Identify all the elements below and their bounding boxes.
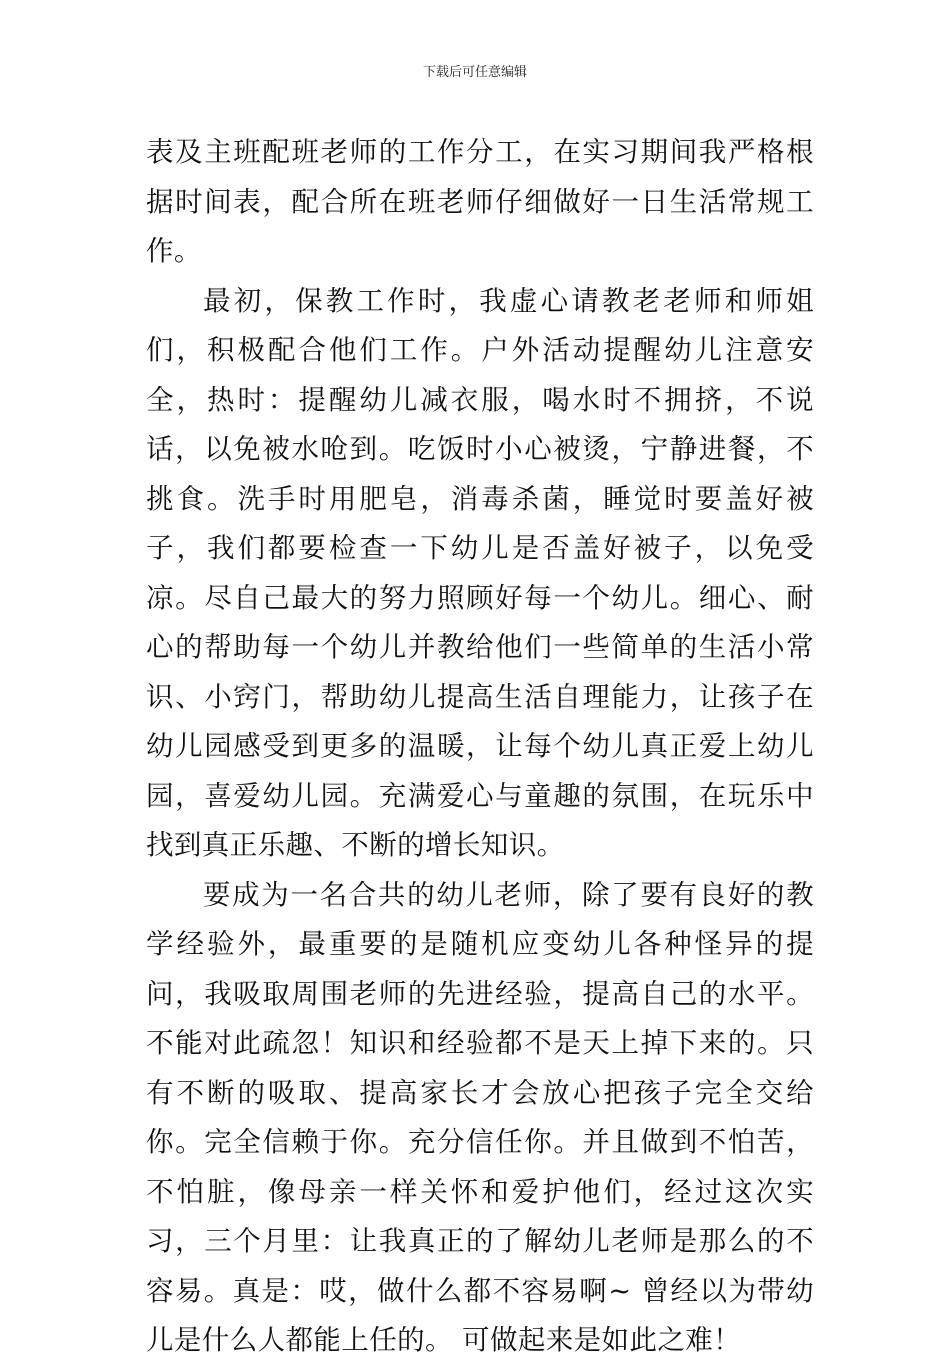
paragraph-1: 表及主班配班老师的工作分工，在实习期间我严格根据时间表，配合所在班老师仔细做好一日生活常规工作。: [146, 136, 814, 267]
page-header-note: 下载后可任意编辑: [422, 65, 527, 80]
paragraph-2: 最初，保教工作时，我虚心请教老老师和师姐们，积极配合他们工作。户外活动提醒幼儿注意安全，热时：提醒幼儿减衣服，喝水时不拥挤，不说话，以免被水呛到。吃饭时小心被烫，宁静进餐，不挑食。洗手时用肥皂，消毒杀菌，睡觉时要盖好被子，我们都要检查一下幼儿是否盖好被子，以免受凉。尽自己最大的努力照顾好每一个幼儿。细心、耐心的帮助每一个幼儿并教给他们一些简单的生活小常识、小窍门，帮助幼儿提高生活自理能力，让孩子在幼儿园感受到更多的温暖，让每个幼儿真正爱上幼儿园，喜爱幼儿园。充满爱心与童趣的氛围，在玩乐中找到真正乐趣、不断的增长知识。: [146, 284, 814, 861]
document-body: [146, 128, 814, 1366]
paragraph-3: 要成为一名合共的幼儿老师，除了要有良好的教学经验外，最重要的是随机应变幼儿各种怪异的提问，我吸取周围老师的先进经验，提高自己的水平。不能对此疏忽！知识和经验都不是天上掉下来的。只有不断的吸取、提高家长才会放心把孩子完全交给你。完全信赖于你。充分信任你。并且做到不怕苦，不怕脏，像母亲一样关怀和爱护他们，经过这次实习，三个月里：让我真正的了解幼儿老师是那么的不容易。真是：哎，做什么都不容易啊~ 曾经以为带幼儿是什么人都能上任的。 可做起来是如此之难！: [146, 878, 814, 1356]
